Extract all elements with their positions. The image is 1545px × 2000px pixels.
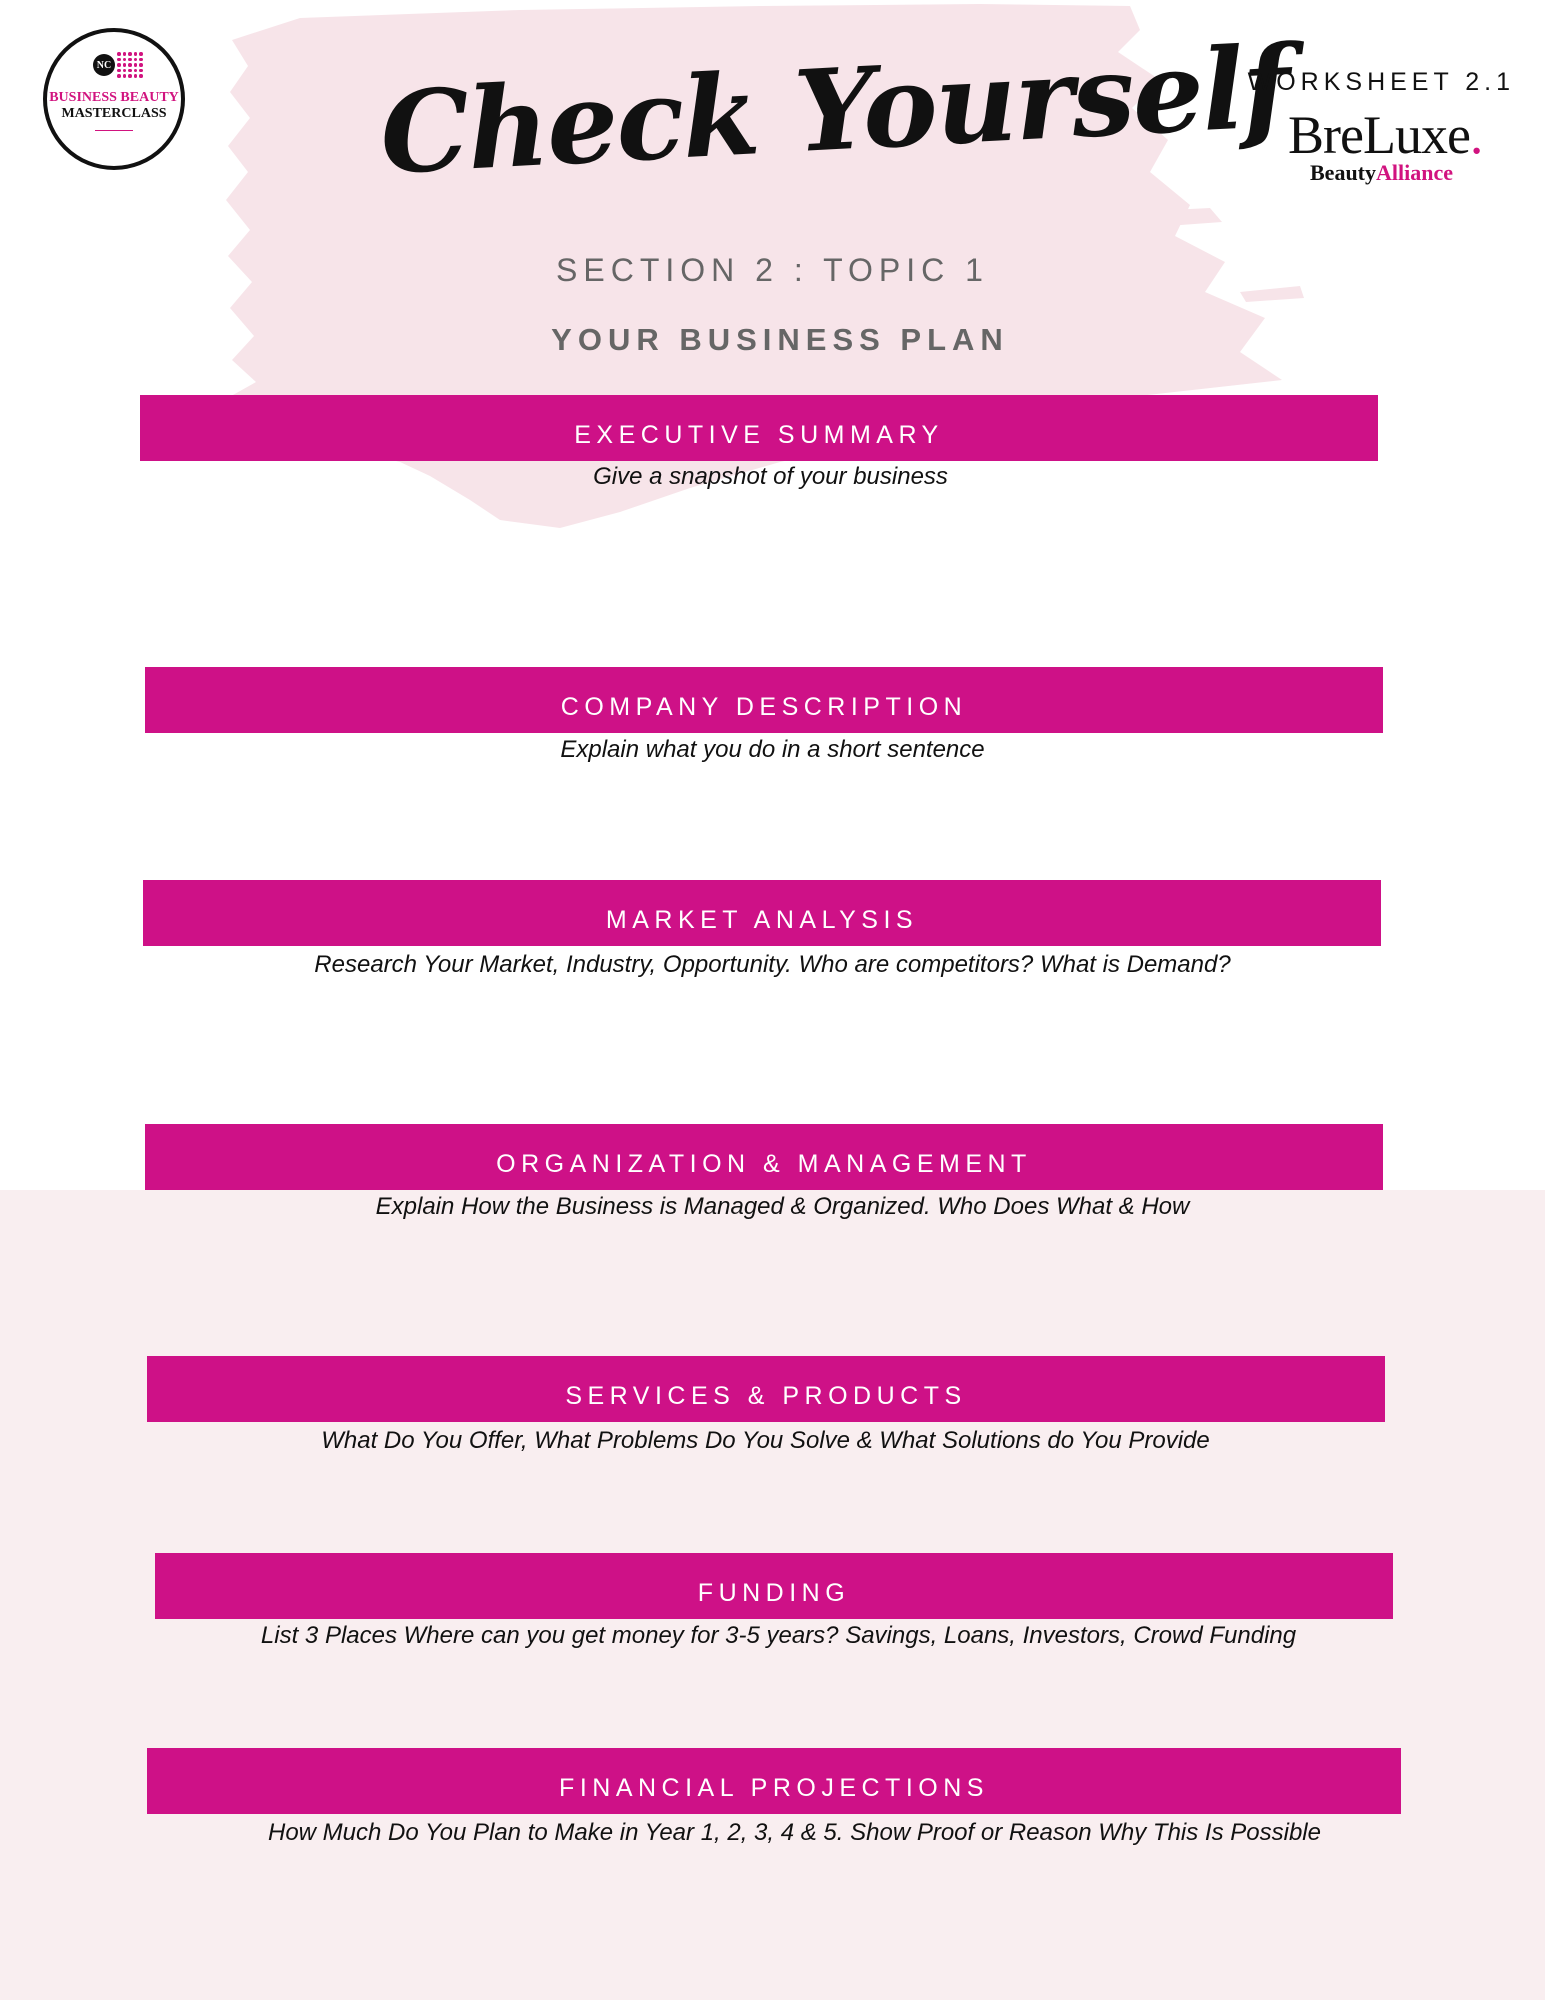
brand-name: BreLuxe [1288,105,1470,165]
brand-sub-beauty: Beauty [1310,160,1376,185]
prompt-financial-projections: How Much Do You Plan to Make in Year 1, 2, 3, 4 & 5. Show Proof or Reason Why This Is Possible [268,1819,1321,1846]
prompt-executive-summary: Give a snapshot of your business [593,463,948,490]
worksheet-subtitle: YOUR BUSINESS PLAN [551,322,1009,357]
prompt-organization-management: Explain How the Business is Managed & Organized. Who Does What & How [375,1193,1190,1220]
breluxe-logo [1288,105,1508,185]
heading-funding: FUNDING [155,1553,1393,1619]
logo-badge: NC [93,54,115,76]
logo-line1: BUSINESS BEAUTY [49,90,179,105]
heading-company-description: COMPANY DESCRIPTION [145,667,1383,733]
prompt-funding: List 3 Places Where can you get money for 3-5 years? Savings, Loans, Investors, Crowd Funding [260,1622,1297,1649]
brand-sub-alliance: Alliance [1376,160,1453,185]
section-label: SECTION 2 : TOPIC 1 [556,252,989,288]
logo-divider [95,130,133,131]
heading-financial-projections: FINANCIAL PROJECTIONS [147,1748,1401,1814]
heading-organization-management: ORGANIZATION & MANAGEMENT [145,1124,1383,1190]
business-beauty-masterclass-logo [43,28,185,170]
logo-dots-icon [117,52,143,78]
worksheet-number: WORKSHEET 2.1 [1247,68,1515,96]
logo-line2: MASTERCLASS [61,106,167,121]
prompt-company-description: Explain what you do in a short sentence [560,736,985,763]
heading-services-products: SERVICES & PRODUCTS [147,1356,1385,1422]
prompt-services-products: What Do You Offer, What Problems Do You Solve & What Solutions do You Provide [321,1427,1210,1454]
prompt-market-analysis: Research Your Market, Industry, Opportunity. Who are competitors? What is Demand? [314,951,1231,978]
page-title: Check Yourself [377,21,1292,200]
heading-market-analysis: MARKET ANALYSIS [143,880,1381,946]
heading-executive-summary: EXECUTIVE SUMMARY [140,395,1378,461]
brand-dot: . [1469,105,1483,165]
